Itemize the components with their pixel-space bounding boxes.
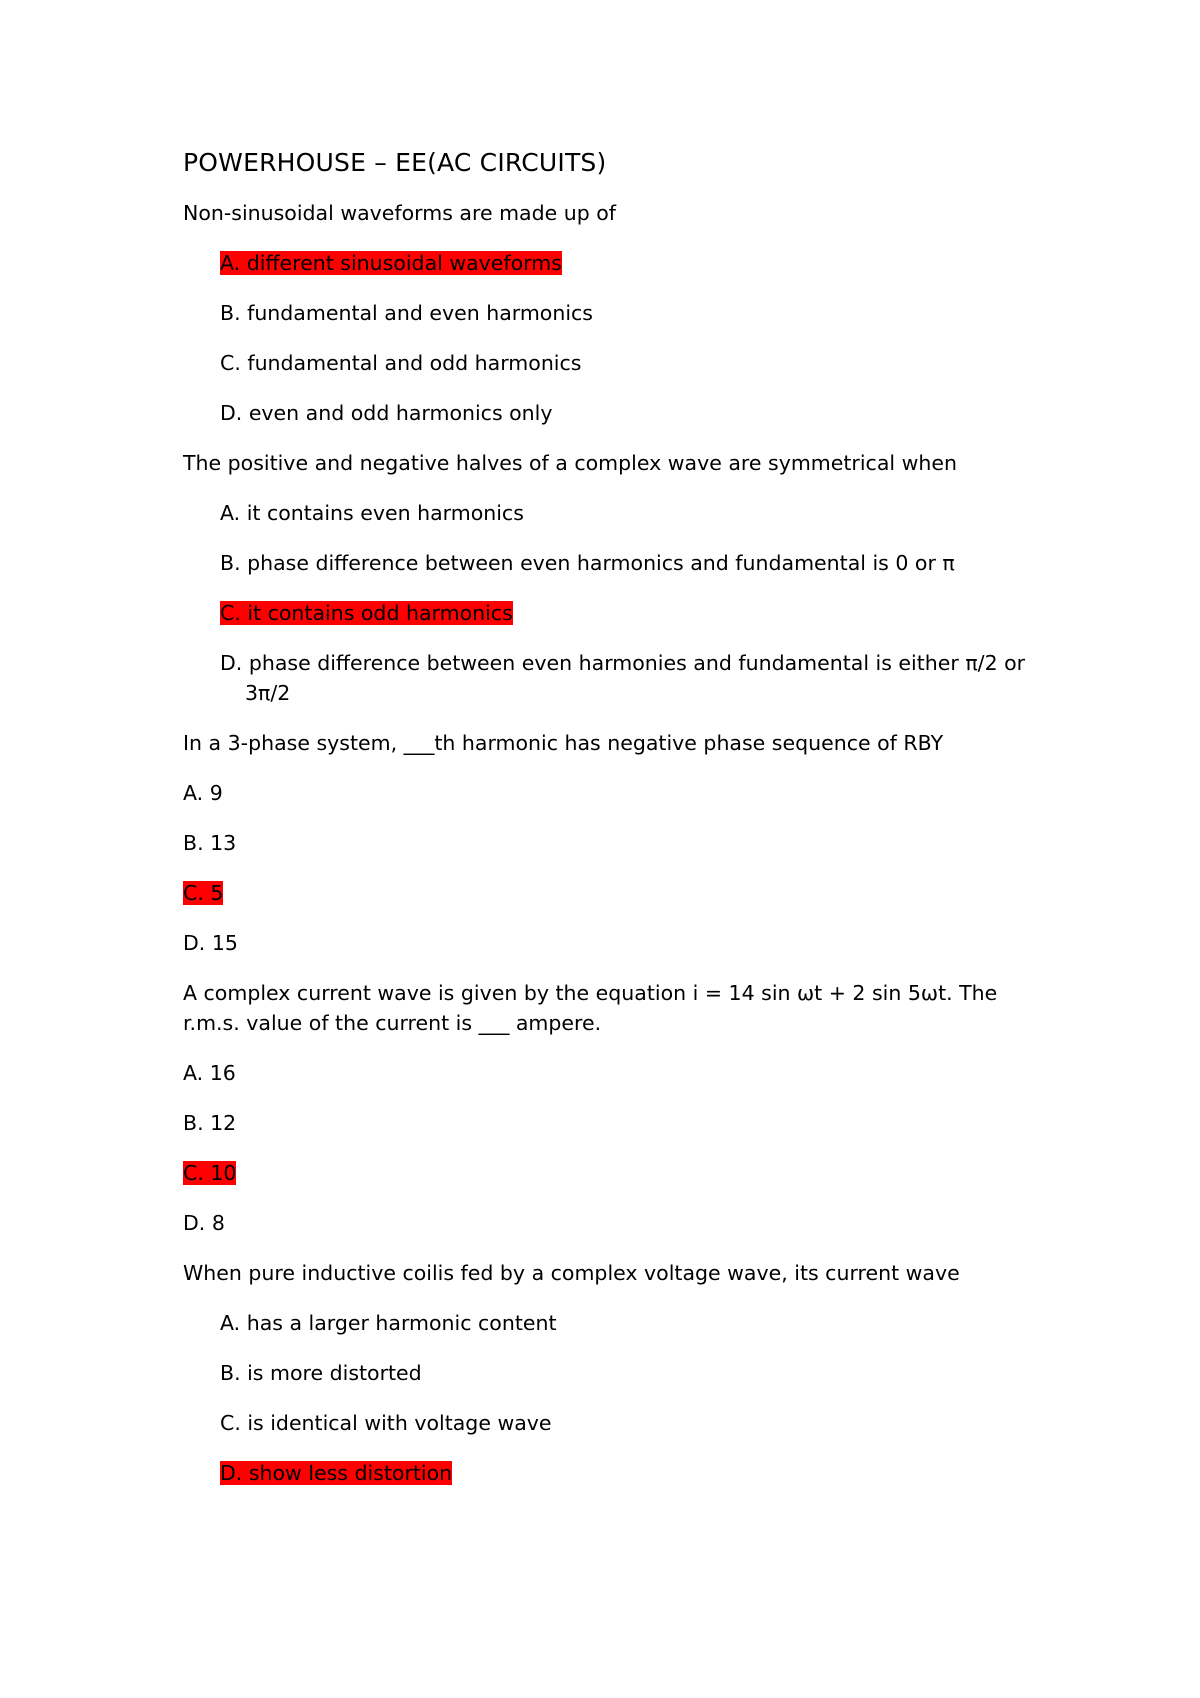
question-block (183, 728, 1043, 958)
option-b: B. 12 (183, 1111, 237, 1135)
question-block (183, 978, 1043, 1238)
option-b: B. phase difference between even harmonics and fundamental is 0 or π (220, 551, 955, 575)
option-d (183, 1458, 1043, 1488)
question-text: In a 3-phase system, ___th harmonic has negative phase sequence of RBY (183, 731, 944, 755)
question-text: A complex current wave is given by the equation i = 14 sin ωt + 2 sin 5ωt. The r.m.s. value of the current is ___ ampere. (183, 981, 998, 1035)
option-d: D. phase difference between even harmonies and fundamental is either π/2 or 3π/2 (220, 651, 1026, 705)
option-d: D. even and odd harmonics only (220, 401, 553, 425)
option-d: D. 8 (183, 1211, 225, 1235)
question-block (183, 448, 1043, 708)
option-a: A. has a larger harmonic content (220, 1311, 557, 1335)
question-block (183, 198, 1043, 428)
option-c (183, 1158, 1043, 1188)
option-a: A. 16 (183, 1061, 236, 1085)
option-d: D. 15 (183, 931, 238, 955)
question-text: When pure inductive coilis fed by a complex voltage wave, its current wave (183, 1261, 960, 1285)
option-b: B. is more distorted (220, 1361, 422, 1385)
question-text: The positive and negative halves of a complex wave are symmetrical when (183, 451, 957, 475)
option-a: A. 9 (183, 781, 223, 805)
question-block (183, 1258, 1043, 1488)
option-a (183, 248, 1043, 278)
option-c (183, 878, 1043, 908)
option-b: B. fundamental and even harmonics (220, 301, 593, 325)
option-c: C. fundamental and odd harmonics (220, 351, 582, 375)
document-page (183, 146, 1043, 1508)
correct-answer-highlight: C. it contains odd harmonics (220, 601, 513, 625)
correct-answer-highlight: A. different sinusoidal waveforms (220, 251, 562, 275)
correct-answer-highlight: D. show less distortion (220, 1461, 453, 1485)
option-c: C. is identical with voltage wave (220, 1411, 552, 1435)
question-text: Non-sinusoidal waveforms are made up of (183, 201, 617, 225)
document-title: POWERHOUSE – EE(AC CIRCUITS) (183, 148, 607, 177)
option-b: B. 13 (183, 831, 237, 855)
correct-answer-highlight: C. 10 (183, 1161, 237, 1185)
option-c (183, 598, 1043, 628)
correct-answer-highlight: C. 5 (183, 881, 224, 905)
option-a: A. it contains even harmonics (220, 501, 524, 525)
